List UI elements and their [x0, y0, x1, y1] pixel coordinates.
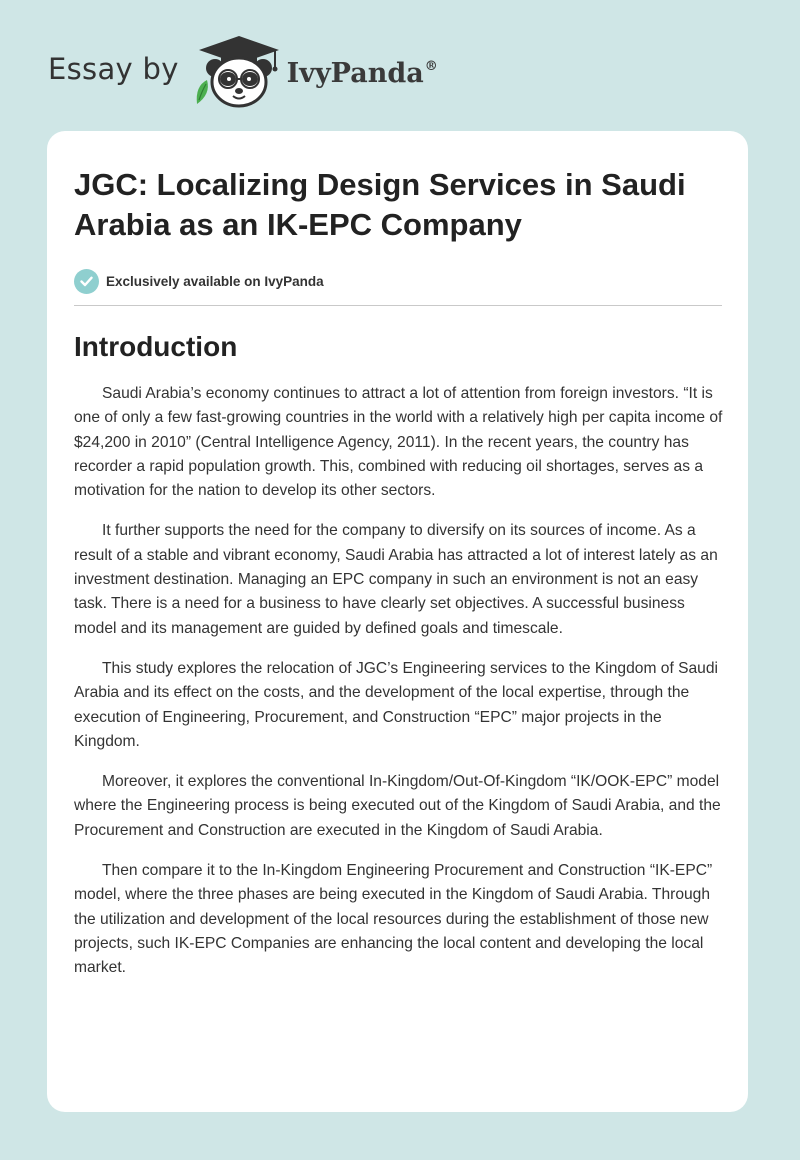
page-title: JGC: Localizing Design Services in Saudi Arabia as an IK-EPC Company: [74, 167, 686, 242]
panda-graduate-icon[interactable]: [193, 34, 285, 110]
paragraph: This study explores the relocation of JGC’s Engineering services to the Kingdom of Saudi Arabia and its effect on the costs, and the development of the local expertise, through the execution of Engineering, Procurement, and Construction “EPC” major projects in the Kingdom.: [74, 659, 718, 750]
paragraph: It further supports the need for the company to diversify on its sources of income. As a result of a stable and vibrant economy, Saudi Arabia has attracted a lot of interest lately as an investment destination. Managing an EPC company in such an environment is not an easy task. There is a need for a business to have clearly set objectives. A successful business model and its management are guided by defined goals and timescale.: [74, 522, 718, 637]
registered-mark: ®: [424, 58, 438, 74]
exclusive-badge: [74, 268, 722, 294]
section-heading: Introduction: [74, 331, 238, 362]
divider: [74, 305, 722, 306]
exclusive-label: Exclusively available on IvyPanda: [106, 273, 324, 289]
site-header: [48, 34, 438, 110]
brand-name[interactable]: IvyPanda®: [286, 57, 438, 89]
paragraph: Then compare it to the In-Kingdom Engineering Procurement and Construction “IK-EPC” model, where the three phases are being executed in the Kingdom of Saudi Arabia. Through the utilization and development of the local resources during the establishment of those new projects, such IK-EPC Companies are enhancing the local content and developing the local market.: [74, 862, 713, 977]
paragraph: Moreover, it explores the conventional In-Kingdom/Out-Of-Kingdom “IK/OOK-EPC” model where the Engineering process is being executed out of the Kingdom of Saudi Arabia, and the Procurement and Construction are executed in the Kingdom of Saudi Arabia.: [74, 773, 721, 839]
essay-card: [47, 131, 748, 1112]
essay-by-label: Essay by: [48, 52, 179, 86]
check-icon: [74, 269, 99, 294]
paragraph: Saudi Arabia’s economy continues to attract a lot of attention from foreign investors. “It is one of only a few fast-growing countries in the world with a relatively high per capita income of $24,200 in 2010” (Central Intelligence Agency, 2011). In the recent years, the country has recorder a rapid population growth. This, combined with reducing oil shortages, serves as a motivation for the nation to develop its other sectors.: [74, 385, 723, 500]
